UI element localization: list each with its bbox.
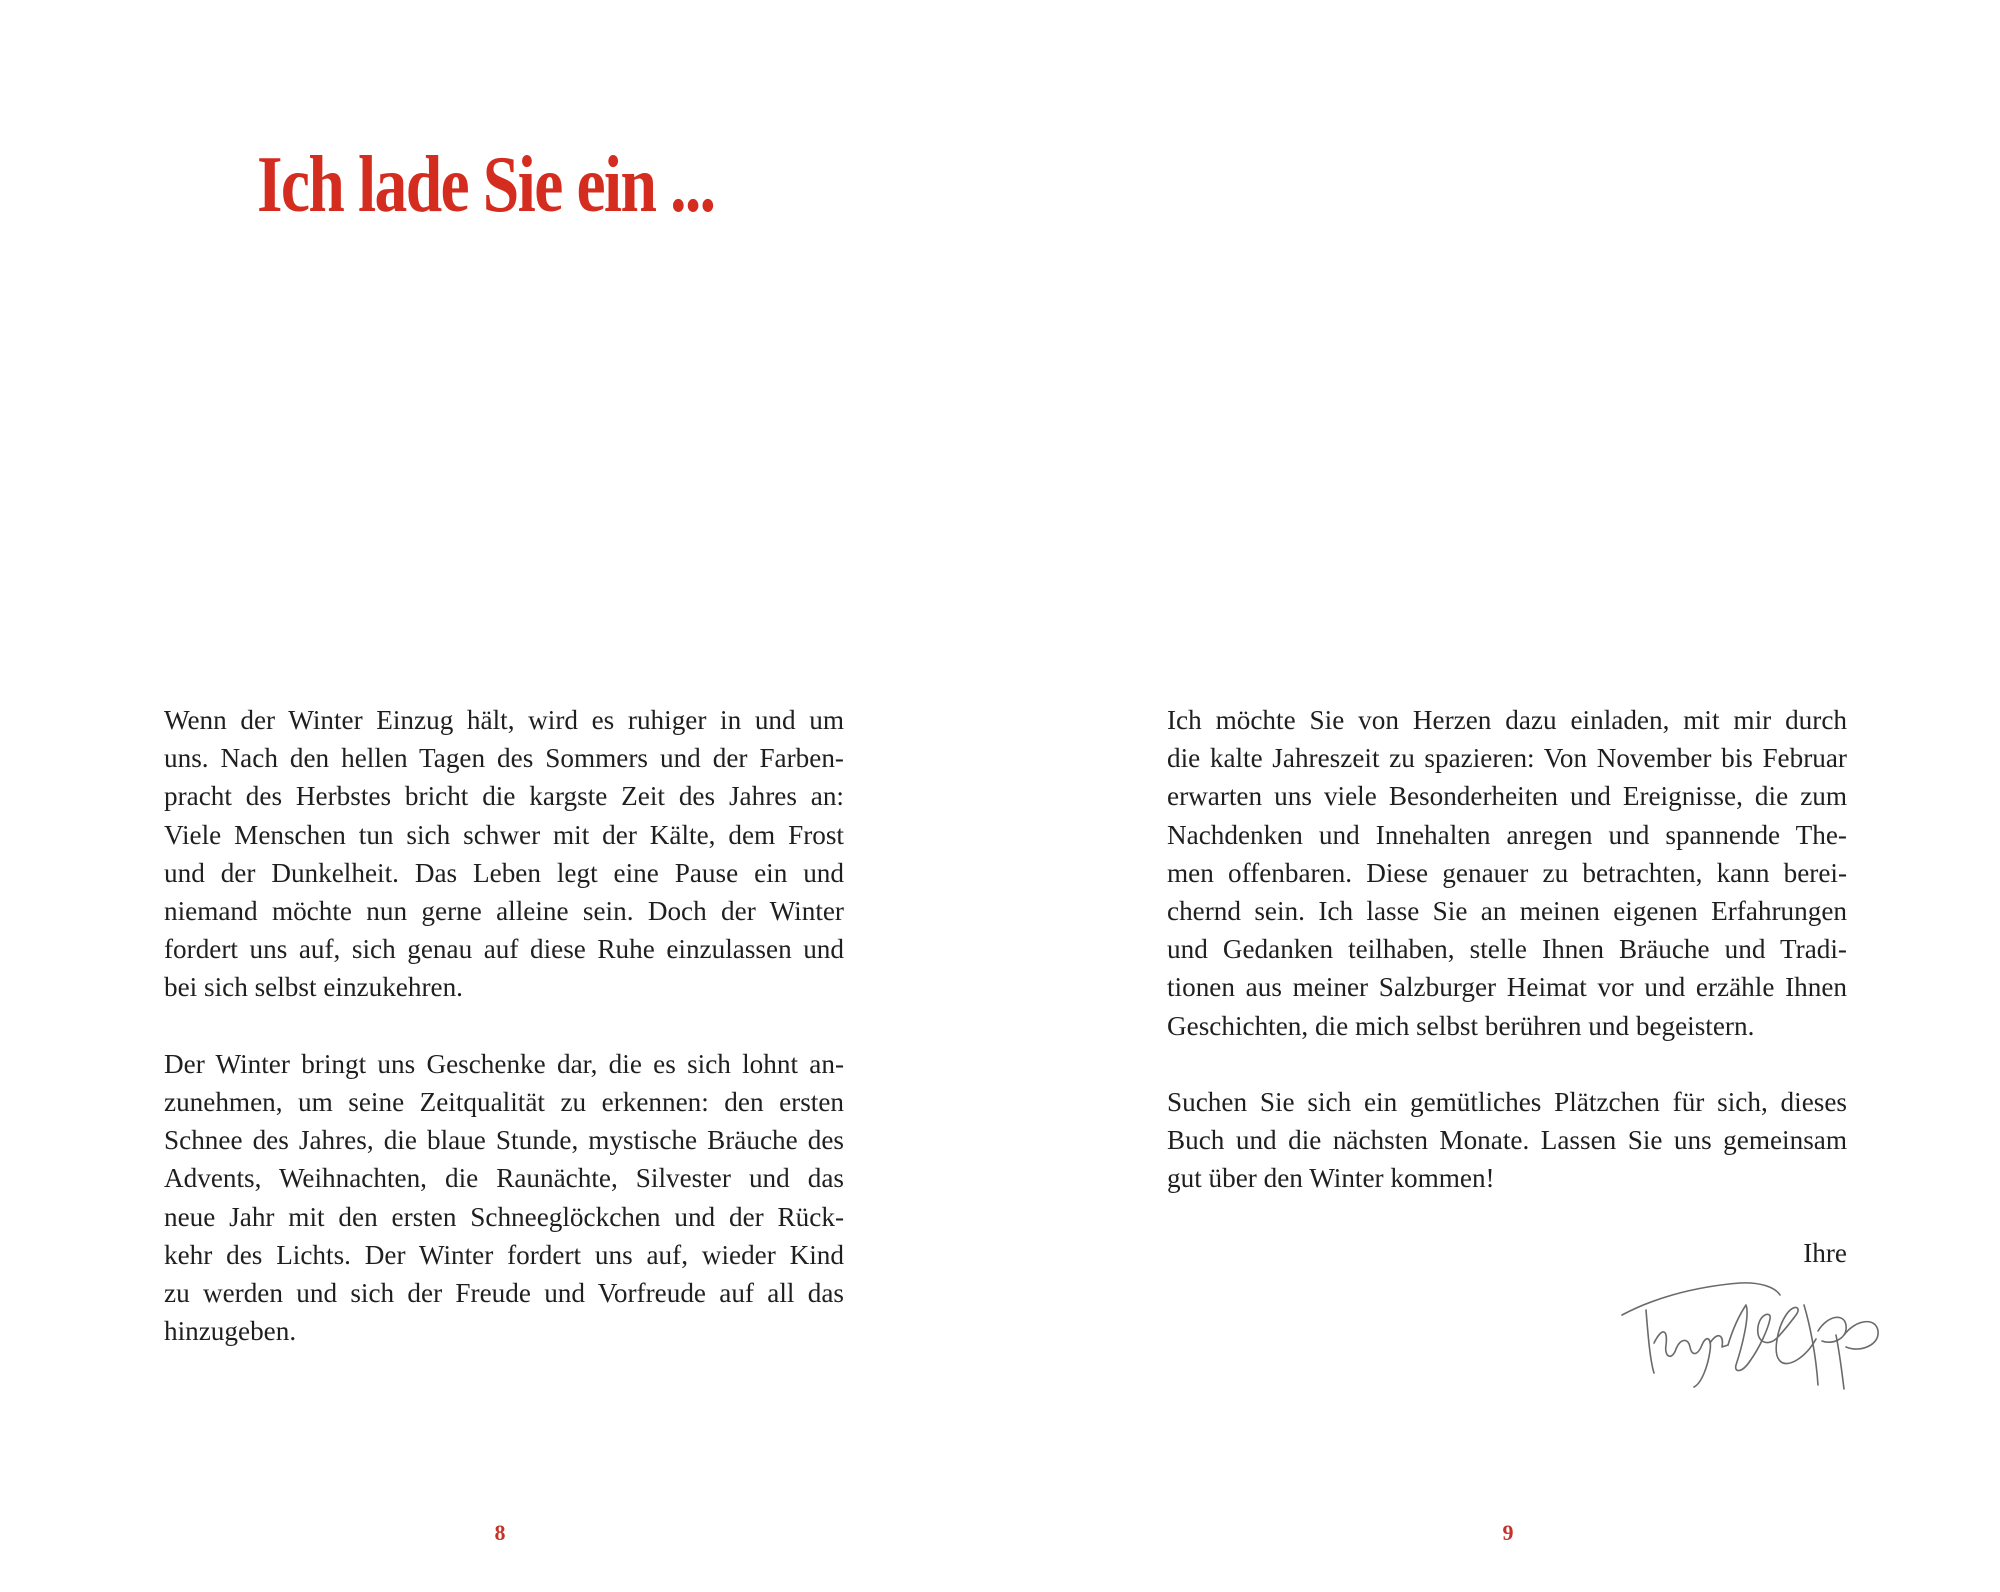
text-line: men offenbaren. Diese genauer zu betrachten, kann berei-: [1167, 857, 1847, 888]
text-line: Viele Menschen tun sich schwer mit der Kälte, dem Frost: [164, 819, 844, 850]
chapter-title: Ich lade Sie ein ...: [257, 141, 715, 229]
page-number-left: 8: [494, 1520, 506, 1545]
text-line: pracht des Herbstes bricht die kargste Zeit des Jahres an:: [164, 781, 844, 812]
text-line: bei sich selbst einzukehren.: [164, 972, 463, 1003]
right-body-text: [1167, 701, 1847, 1236]
text-line: Nachdenken und Innehalten anregen und spannende The-: [1167, 819, 1847, 850]
text-line: zu werden und sich der Freude und Vorfreude auf all das: [164, 1278, 844, 1309]
text-line: neue Jahr mit den ersten Schneeglöckchen und der Rück-: [164, 1201, 844, 1232]
text-line: Der Winter bringt uns Geschenke dar, die es sich lohnt an-: [164, 1048, 844, 1079]
text-line: Buch und die nächsten Monate. Lassen Sie uns gemeinsam: [1167, 1125, 1847, 1156]
paragraph: [164, 701, 844, 1007]
closing-salutation: Ihre: [1803, 1238, 1847, 1268]
text-line: Ich möchte Sie von Herzen dazu einladen, mit mir durch: [1167, 705, 1847, 735]
text-line: niemand möchte nun gerne alleine sein. Doch der Winter: [164, 896, 844, 927]
page-number-right: 9: [1502, 1520, 1514, 1545]
text-line: tionen aus meiner Salzburger Heimat vor und erzähle Ihnen: [1167, 972, 1847, 1003]
text-line: zunehmen, um seine Zeitqualität zu erkennen: den ersten: [164, 1087, 844, 1118]
text-line: und Gedanken teilhaben, stelle Ihnen Bräuche und Tradi-: [1167, 934, 1847, 965]
handwritten-signature-icon: [1610, 1265, 1890, 1395]
text-line: Suchen Sie sich ein gemütliches Plätzchen für sich, dieses: [1167, 1087, 1847, 1118]
text-line: erwarten uns viele Besonderheiten und Ereignisse, die zum: [1167, 781, 1847, 812]
paragraph: [164, 1045, 844, 1351]
text-line: gut über den Winter kommen!: [1167, 1163, 1495, 1194]
text-line: Geschichten, die mich selbst berühren und begeistern.: [1167, 1010, 1755, 1041]
text-line: chernd sein. Ich lasse Sie an meinen eigenen Erfahrungen: [1167, 896, 1847, 927]
paragraph: [1167, 1083, 1847, 1198]
text-line: Wenn der Winter Einzug hält, wird es ruhiger in und um: [164, 705, 844, 735]
text-line: fordert uns auf, sich genau auf diese Ruhe einzulassen und: [164, 934, 844, 965]
text-line: Advents, Weihnachten, die Raunächte, Silvester und das: [164, 1163, 844, 1194]
text-line: und der Dunkelheit. Das Leben legt eine Pause ein und: [164, 857, 844, 888]
text-line: uns. Nach den hellen Tagen des Sommers und der Farben-: [164, 743, 844, 774]
text-line: die kalte Jahreszeit zu spazieren: Von November bis Februar: [1167, 743, 1847, 774]
text-line: Schnee des Jahres, die blaue Stunde, mystische Bräuche des: [164, 1125, 844, 1156]
left-body-text: [164, 701, 844, 1389]
text-line: kehr des Lichts. Der Winter fordert uns auf, wieder Kind: [164, 1239, 844, 1270]
paragraph: [1167, 701, 1847, 1045]
text-line: hinzugeben.: [164, 1316, 297, 1347]
